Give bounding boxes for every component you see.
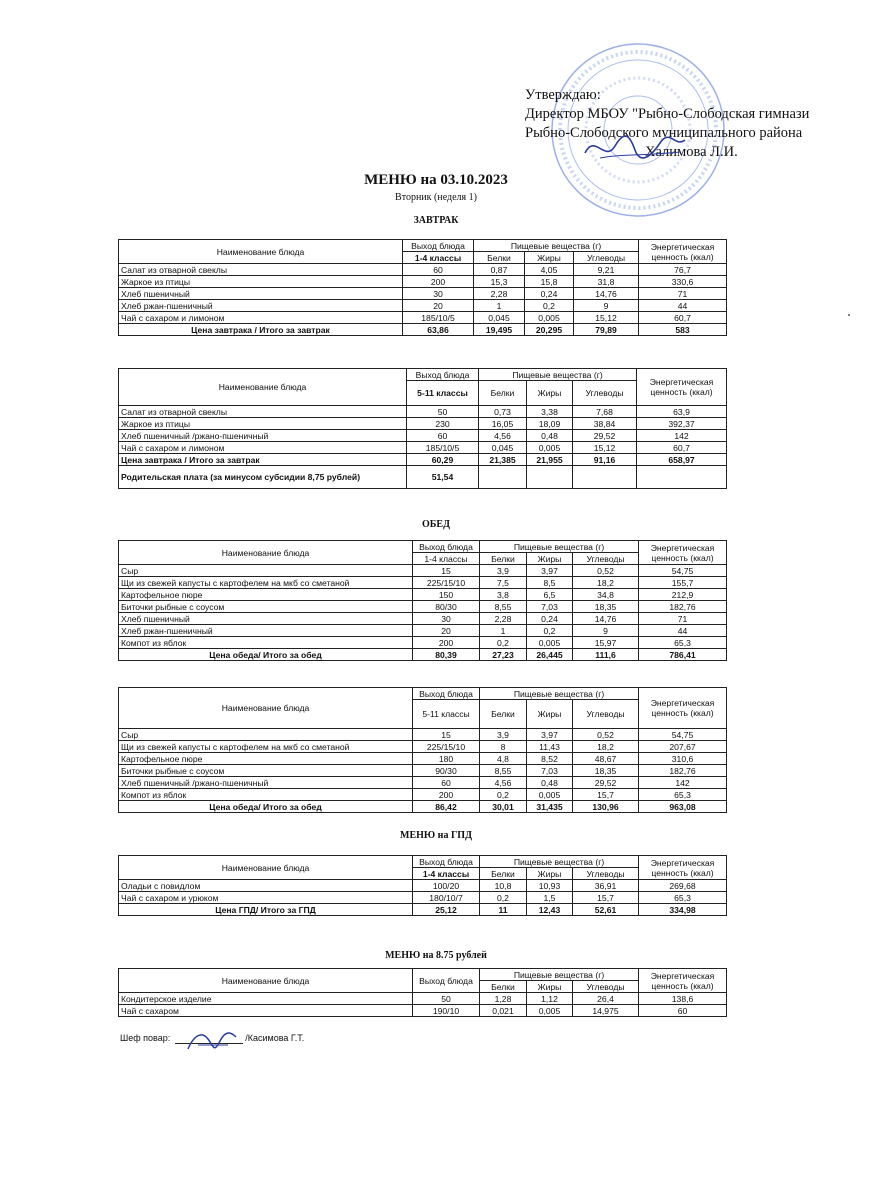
table-row: Хлеб ржан-пшеничный 20 1 0,2 9 44 [119,625,727,637]
col-energy: Энергетическая ценность (ккал) [639,856,727,880]
approval-signatory: Халимова Л.И. [645,144,738,160]
approval-line-2: Директор МБОУ "Рыбно-Слободская гимнази [525,106,810,122]
scan-speck [848,314,850,316]
col-energy: Энергетическая ценность (ккал) [639,688,727,729]
chef-label: Шеф повар: [120,1033,171,1043]
table-row: Картофельное пюре 180 4,8 8,52 48,67 310,6 [119,753,727,765]
col-name: Наименование блюда [119,240,403,264]
director-signature [580,128,690,168]
col-output: Выход блюда [413,969,480,993]
total-row: Цена обеда/ Итого за обед 80,39 27,23 26,445 111,6 786,41 [119,649,727,661]
col-name: Наименование блюда [119,369,407,406]
section-875: МЕНЮ на 8.75 рублей [385,950,487,961]
table-row: Кондитерское изделие 50 1,28 1,12 26,4 138,6 [119,993,727,1005]
col-nutrients: Пищевые вещества (г) [479,369,637,381]
col-carbs: Углеводы [574,252,639,264]
col-fat: Жиры [527,553,573,565]
col-nutrients: Пищевые вещества (г) [480,541,639,553]
table-row: Хлеб пшеничный /ржано-пшеничный 60 4,56 0,48 29,52 142 [119,430,727,442]
col-protein: Белки [480,868,527,880]
col-nutrients: Пищевые вещества (г) [480,856,639,868]
table-row: Жаркое из птицы 200 15,3 15,8 31,8 330,6 [119,276,727,288]
col-fat: Жиры [527,868,573,880]
page-subtitle: Вторник (неделя 1) [395,192,477,203]
table-row: Чай с сахаром и лимоном 185/10/5 0,045 0,005 15,12 60,7 [119,312,727,324]
table-row: Сыр 15 3,9 3,97 0,52 54,75 [119,565,727,577]
section-breakfast: ЗАВТРАК [413,215,459,226]
table-row: Чай с сахаром 190/10 0,021 0,005 14,975 60 [119,1005,727,1017]
col-protein: Белки [480,553,527,565]
col-name: Наименование блюда [119,856,413,880]
col-protein: Белки [480,700,527,729]
table-row: Оладьи с повидлом 100/20 10,8 10,93 36,91 269,68 [119,880,727,892]
breakfast-1-4-table [118,239,727,336]
col-fat: Жиры [527,700,573,729]
col-output: Выход блюда [403,240,474,252]
col-protein: Белки [474,252,525,264]
total-row: Цена ГПД/ Итого за ГПД 25,12 11 12,43 52,61 334,98 [119,904,727,916]
col-energy: Энергетическая ценность (ккал) [637,369,727,406]
col-protein: Белки [480,981,527,993]
col-carbs: Углеводы [573,381,637,406]
col-carbs: Углеводы [573,553,639,565]
chef-signature [180,1025,240,1059]
col-nutrients: Пищевые вещества (г) [480,969,639,981]
table-row: Компот из яблок 200 0,2 0,005 15,97 65,3 [119,637,727,649]
col-output: Выход блюда [413,541,480,553]
lunch-5-11-table [118,687,727,813]
table-row: Салат из отварной свеклы 60 0,87 4,05 9,21 76,7 [119,264,727,276]
col-output: Выход блюда [413,688,480,700]
col-fat: Жиры [527,981,573,993]
menu-875-table [118,968,727,1017]
gpd-table [118,855,727,916]
total-row: Цена завтрака / Итого за завтрак 63,86 19,495 20,295 79,89 583 [119,324,727,336]
table-row: Картофельное пюре 150 3,8 6,5 34,8 212,9 [119,589,727,601]
table-row: Чай с сахаром и лимоном 185/10/5 0,045 0,005 15,12 60,7 [119,442,727,454]
approval-line-1: Утверждаю: [525,87,601,103]
table-row: Хлеб пшеничный 30 2,28 0,24 14,76 71 [119,613,727,625]
col-grade: 5-11 классы [407,381,479,406]
col-energy: Энергетическая ценность (ккал) [639,541,727,565]
table-row: Биточки рыбные с соусом 90/30 8,55 7,03 18,35 182,76 [119,765,727,777]
table-row: Хлеб ржан-пшеничный 20 1 0,2 9 44 [119,300,727,312]
col-energy: Энергетическая ценность (ккал) [639,969,727,993]
chef-name: /Касимова Г.Т. [245,1033,305,1043]
col-nutrients: Пищевые вещества (г) [480,688,639,700]
table-row: Салат из отварной свеклы 50 0,73 3,38 7,68 63,9 [119,406,727,418]
page-title: МЕНЮ на 03.10.2023 [364,172,508,188]
table-row: Хлеб пшеничный 30 2,28 0,24 14,76 71 [119,288,727,300]
table-row: Компот из яблок 200 0,2 0,005 15,7 65,3 [119,789,727,801]
col-output: Выход блюда [413,856,480,868]
col-nutrients: Пищевые вещества (г) [474,240,639,252]
total-row: Цена обеда/ Итого за обед 86,42 30,01 31,435 130,96 963,08 [119,801,727,813]
table-row: Хлеб пшеничный /ржано-пшеничный 60 4,56 0,48 29,52 142 [119,777,727,789]
col-grade: 1-4 классы [403,252,474,264]
col-fat: Жиры [525,252,574,264]
col-energy: Энергетическая ценность (ккал) [639,240,727,264]
col-carbs: Углеводы [573,981,639,993]
table-row: Сыр 15 3,9 3,97 0,52 54,75 [119,729,727,741]
col-name: Наименование блюда [119,688,413,729]
table-row: Жаркое из птицы 230 16,05 18,09 38,84 392,37 [119,418,727,430]
breakfast-5-11-table [118,368,727,489]
col-grade: 1-4 классы [413,553,480,565]
col-fat: Жиры [527,381,573,406]
parent-fee-row: Родительская плата (за минусом субсидии 8,75 рублей) 51,54 [119,466,727,489]
total-row: Цена завтрака / Итого за завтрак 60,29 21,385 21,955 91,16 658,97 [119,454,727,466]
col-name: Наименование блюда [119,969,413,993]
col-carbs: Углеводы [573,700,639,729]
col-output: Выход блюда [407,369,479,381]
approval-line-3: Рыбно-Слободского муниципального района [525,125,803,141]
section-lunch: ОБЕД [422,519,450,530]
col-name: Наименование блюда [119,541,413,565]
col-grade: 5-11 классы [413,700,480,729]
table-row: Чай с сахаром и урюком 180/10/7 0,2 1,5 15,7 65,3 [119,892,727,904]
table-row: Щи из свежей капусты с картофелем на мкб со сметаной 225/15/10 8 11,43 18,2 207,67 [119,741,727,753]
table-row: Щи из свежей капусты с картофелем на мкб со сметаной 225/15/10 7,5 8,5 18,2 155,7 [119,577,727,589]
col-protein: Белки [479,381,527,406]
lunch-1-4-table [118,540,727,661]
col-carbs: Углеводы [573,868,639,880]
section-gpd: МЕНЮ на ГПД [400,830,472,841]
col-grade: 1-4 классы [413,868,480,880]
table-row: Биточки рыбные с соусом 80/30 8,55 7,03 18,35 182,76 [119,601,727,613]
